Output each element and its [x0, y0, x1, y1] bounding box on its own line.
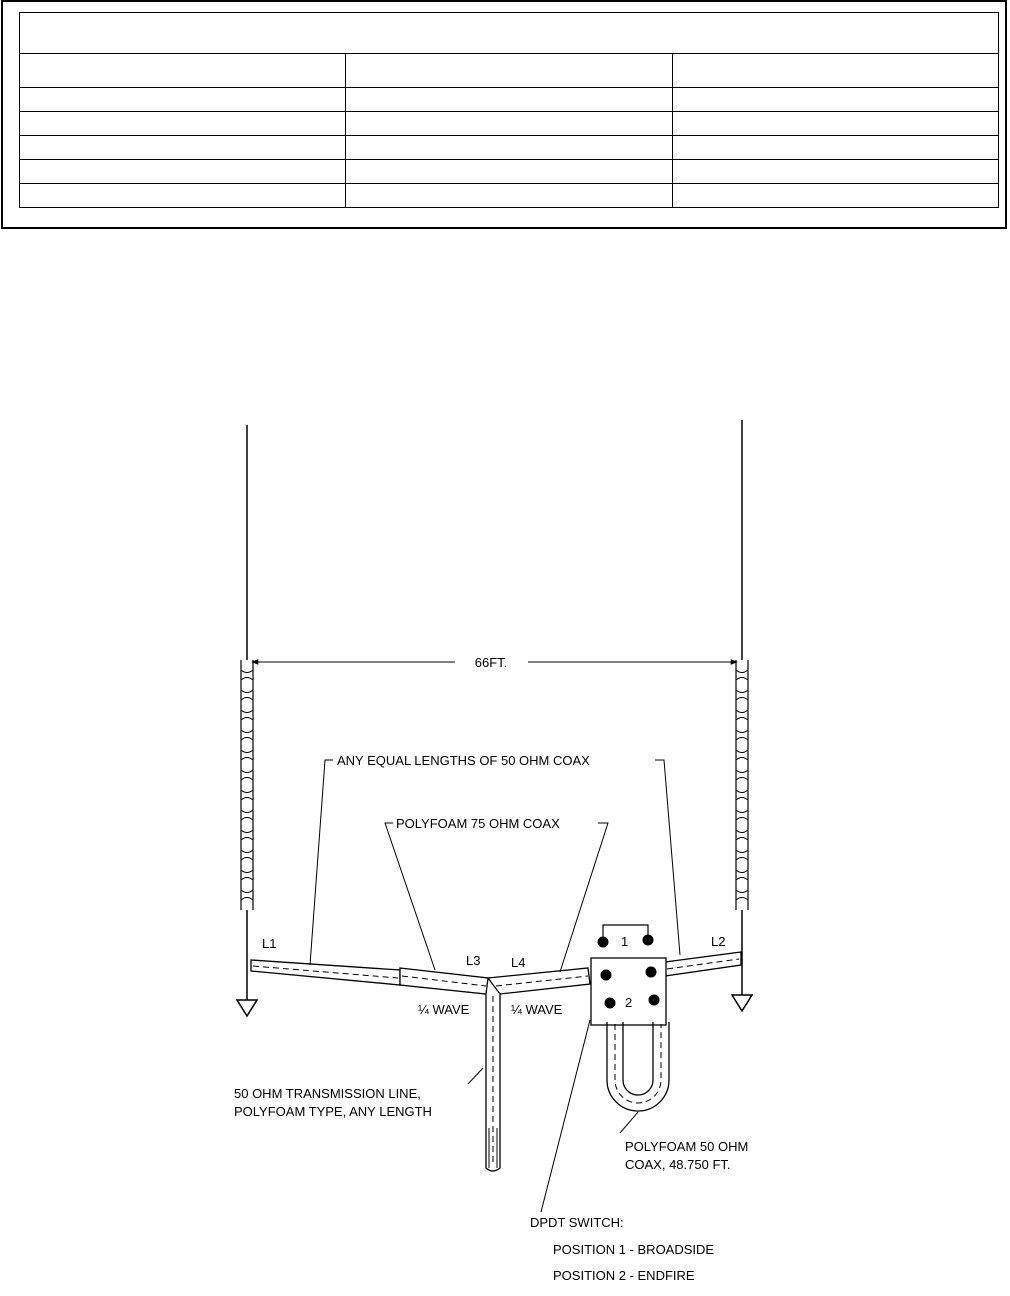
label-l4: L4 — [511, 955, 526, 970]
label-switch-position-1: POSITION 1 - BROADSIDE — [553, 1242, 715, 1257]
coax-loop — [607, 1022, 669, 1111]
label-transmission-line-2: POLYFOAM TYPE, ANY LENGTH — [234, 1104, 432, 1119]
label-transmission-line-1: 50 OHM TRANSMISSION LINE, — [234, 1086, 421, 1101]
left-ground-icon — [237, 1000, 257, 1016]
switch-position-1: 1 — [621, 934, 629, 949]
label-l2: L2 — [711, 934, 726, 949]
label-l3: L3 — [466, 953, 481, 968]
label-quarter-wave-left: ¼ WAVE — [418, 1002, 470, 1017]
label-loop-2: COAX, 48.750 FT. — [625, 1157, 731, 1172]
left-antenna — [241, 425, 253, 1000]
spacing-label: 66FT. — [474, 655, 508, 670]
label-switch-position-2: POSITION 2 - ENDFIRE — [553, 1268, 695, 1283]
coax-l4 — [488, 968, 590, 994]
right-ground-icon — [732, 995, 752, 1011]
switch-position-2: 2 — [625, 995, 633, 1010]
spacing-dimension — [252, 655, 737, 670]
label-loop-1: POLYFOAM 50 OHM — [625, 1139, 749, 1154]
label-quarter-wave-right: ¼ WAVE — [511, 1002, 563, 1017]
label-switch-title: DPDT SWITCH: — [530, 1215, 624, 1230]
coax-l1 — [251, 960, 400, 985]
coax-l2 — [665, 952, 741, 976]
feed-line — [486, 993, 500, 1171]
coax-l3 — [400, 968, 488, 994]
label-l1: L1 — [262, 936, 277, 951]
label-polyfoam-75: POLYFOAM 75 OHM COAX — [396, 816, 560, 831]
label-equal-lengths: ANY EQUAL LENGTHS OF 50 OHM COAX — [337, 753, 590, 768]
right-antenna — [736, 420, 748, 995]
dpdt-switch — [591, 925, 666, 1025]
